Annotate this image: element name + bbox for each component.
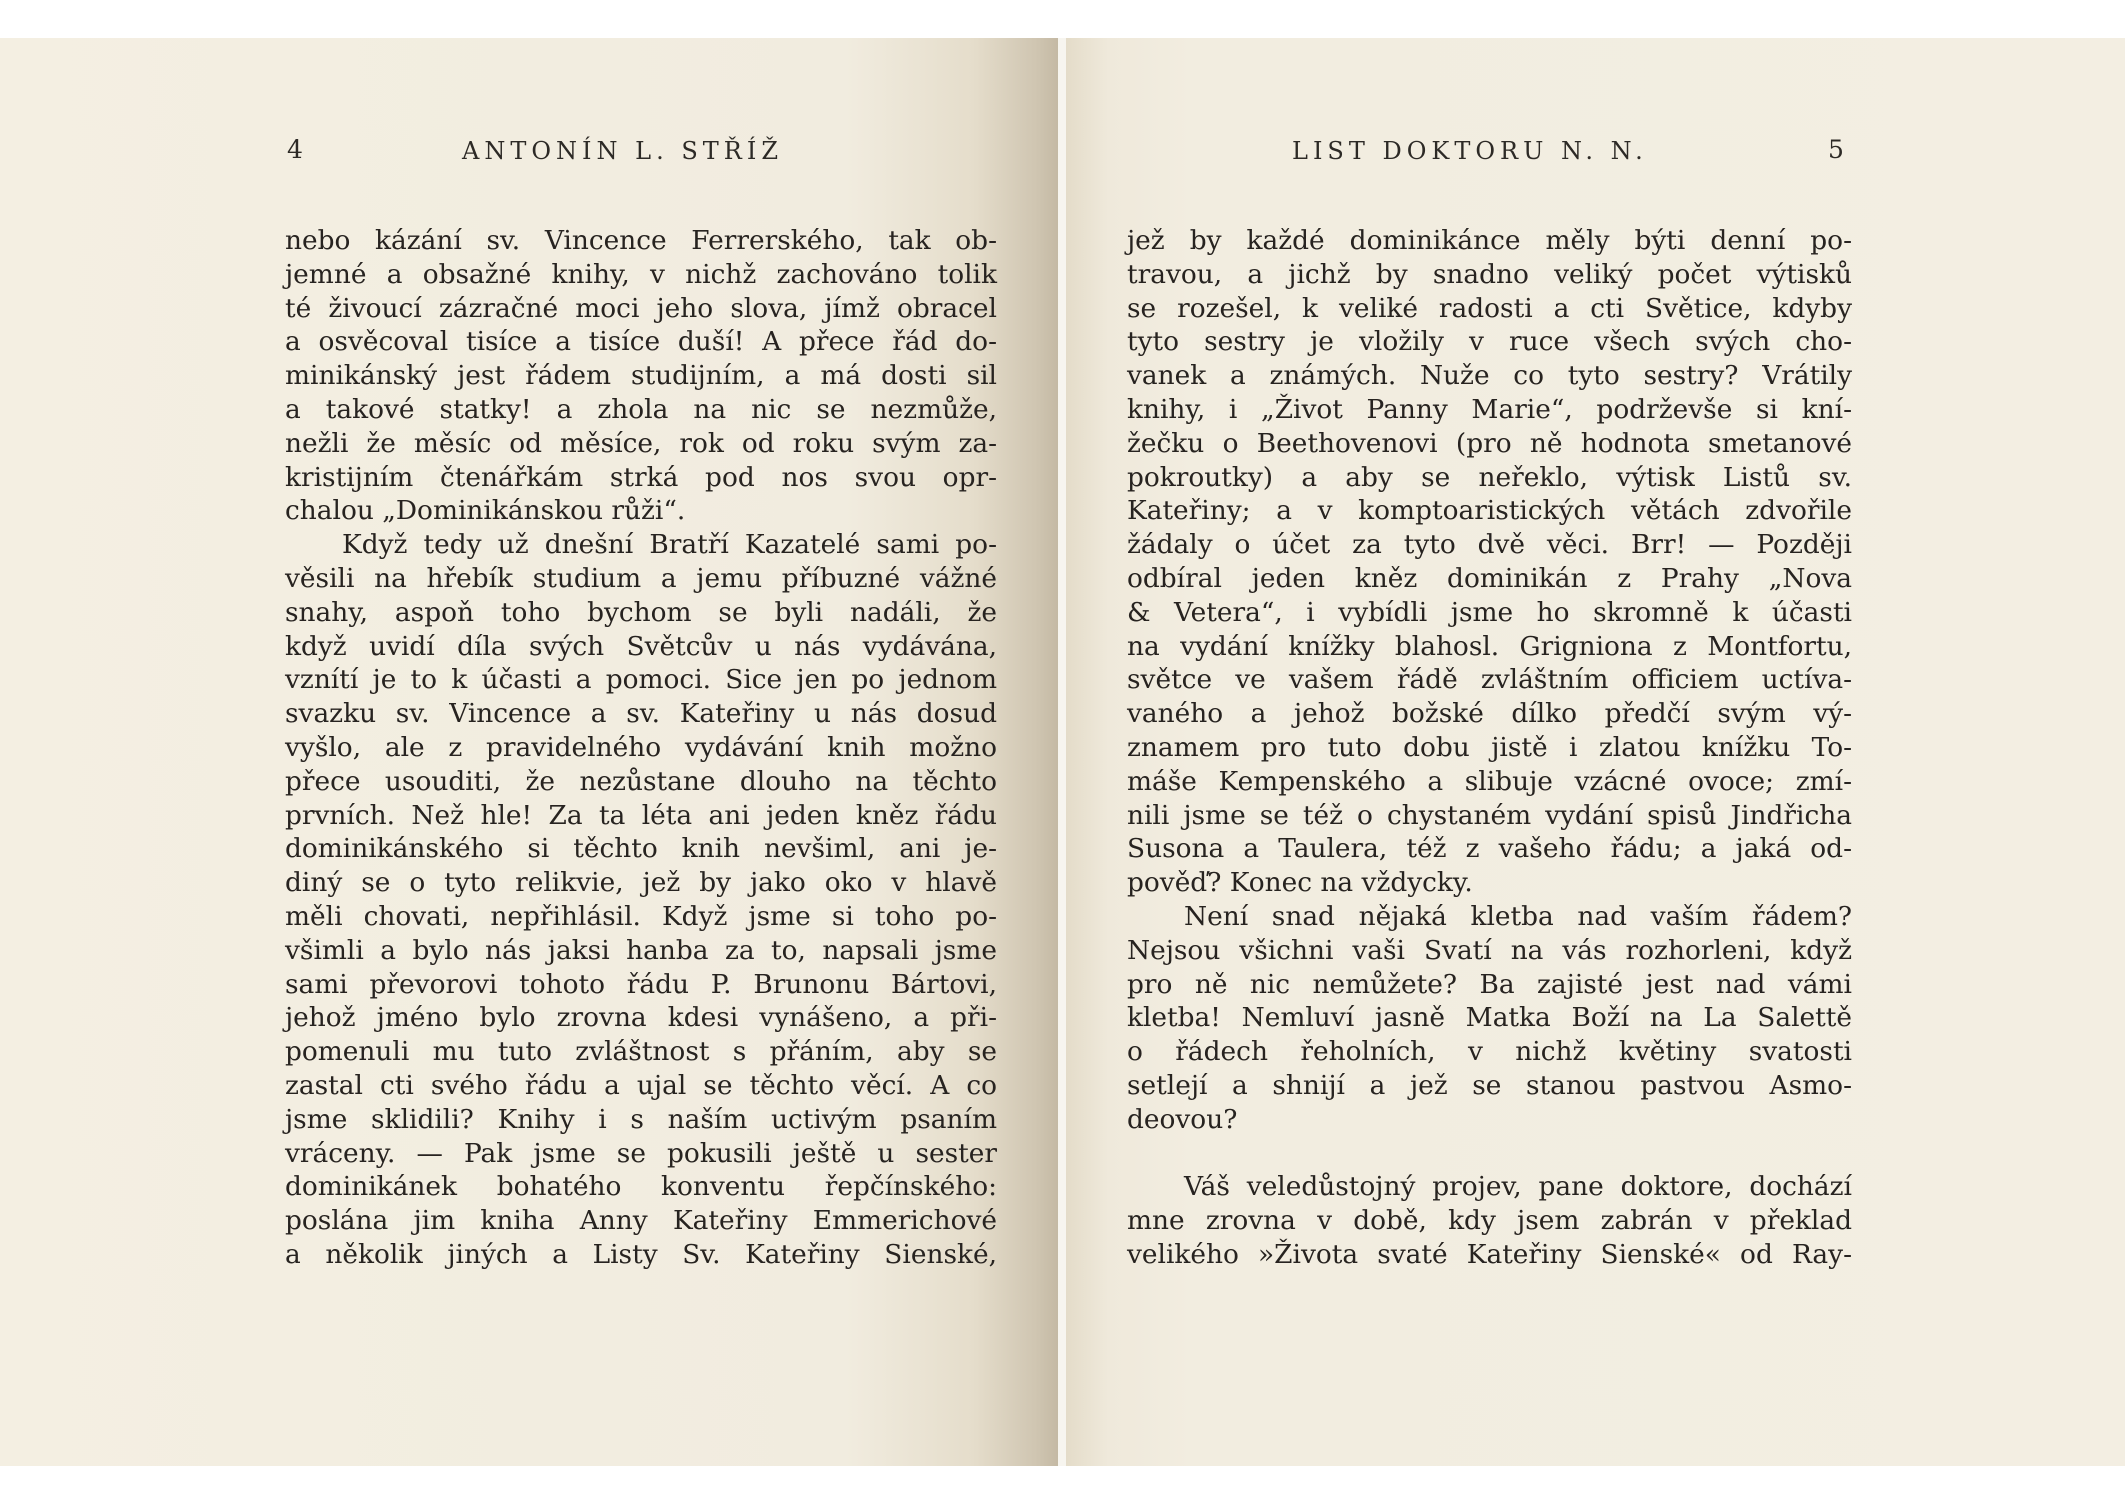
text-line: setlejí a shnijí a jež se stanou pastvou Asmo- bbox=[1127, 1069, 1852, 1101]
text-line: měli chovati, nepřihlásil. Když jsme si toho po- bbox=[285, 900, 997, 932]
text-line: pro ně nic nemůžete? Ba zajisté jest nad vámi bbox=[1127, 968, 1852, 1000]
text-line: vznítí je to k účasti a pomoci. Sice jen po jednom bbox=[285, 664, 997, 696]
text-line: Susona a Taulera, též z vašeho řádu; a jaká od- bbox=[1127, 833, 1852, 865]
running-head: ANTONÍN L. STŘÍŽ bbox=[462, 137, 783, 165]
text-line: žečku o Beethovenovi (pro ně hodnota smetanové bbox=[1127, 427, 1852, 459]
text-line: nili jsme se též o chystaném vydání spisů Jindřicha bbox=[1127, 799, 1852, 831]
text-line: světce ve vašem řádě zvláštním officiem uctíva- bbox=[1127, 664, 1852, 696]
text-line: odbíral jeden kněz dominikán z Prahy „Nova bbox=[1127, 562, 1852, 594]
text-line: chalou „Dominikánskou růži“. bbox=[285, 495, 686, 527]
text-line: mne zrovna v době, kdy jsem zabrán v překlad bbox=[1127, 1205, 1852, 1237]
text-line: nežli že měsíc od měsíce, rok od roku svým za- bbox=[285, 427, 997, 459]
text-line: jehož jméno bylo zrovna kdesi vynášeno, a při- bbox=[285, 1002, 997, 1034]
text-line: Váš veledůstojný projev, pane doktore, dochází bbox=[1184, 1171, 1852, 1203]
text-line: jsme sklidili? Knihy i s naším uctivým psaním bbox=[285, 1103, 997, 1135]
text-line: Není snad nějaká kletba nad vaším řádem? bbox=[1184, 900, 1852, 932]
text-line: o řádech řeholních, v nichž květiny svatosti bbox=[1127, 1036, 1852, 1068]
running-head: LIST DOKTORU N. N. bbox=[1292, 137, 1648, 165]
text-line: a několik jiných a Listy Sv. Kateřiny Sienské, bbox=[285, 1238, 997, 1270]
text-line: Když tedy už dnešní Bratří Kazatelé sami po- bbox=[342, 529, 997, 561]
text-line: snahy, aspoň toho bychom se byli nadáli, že bbox=[285, 596, 997, 628]
text-line: Kateřiny; a v komptoaristických větách zdvořile bbox=[1127, 495, 1852, 527]
text-line: pokroutky) a aby se neřeklo, výtisk Listů sv. bbox=[1127, 461, 1852, 493]
text-line: vanek a známých. Nuže co tyto sestry? Vrátily bbox=[1127, 360, 1852, 392]
text-line: pověď? Konec na vždycky. bbox=[1127, 867, 1473, 899]
text-line: jež by každé dominikánce měly býti denní po- bbox=[1127, 225, 1852, 256]
text-line: kletba! Nemluví jasně Matka Boží na La Salettě bbox=[1127, 1002, 1852, 1034]
text-line: znamem pro tuto dobu jistě i zlatou knížku To- bbox=[1127, 731, 1852, 763]
text-line: dominikánského si těchto knih nevšiml, ani je- bbox=[285, 833, 997, 865]
paragraph-gap bbox=[1127, 1137, 1852, 1171]
page-number: 5 bbox=[1828, 135, 1844, 164]
text-line: máše Kempenského a slibuje vzácné ovoce; zmí- bbox=[1127, 765, 1852, 797]
text-line: dominikánek bohatého konventu řepčínského: bbox=[285, 1171, 997, 1203]
text-line: a takové statky! a zhola na nic se nezmůže, bbox=[285, 393, 997, 425]
text-line: na vydání knížky blahosl. Grigniona z Montfortu, bbox=[1127, 630, 1852, 662]
text-line: vráceny. — Pak jsme se pokusili ještě u sester bbox=[285, 1137, 997, 1169]
body-text bbox=[285, 224, 997, 1272]
text-line: se rozešel, k veliké radosti a cti Světice, kdyby bbox=[1127, 292, 1852, 324]
text-line: všimli a bylo nás jaksi hanba za to, napsali jsme bbox=[285, 934, 997, 966]
text-line: knihy, i „Život Panny Marie“, podrževše si kní- bbox=[1127, 393, 1852, 425]
text-line: travou, a jichž by snadno veliký počet výtisků bbox=[1127, 258, 1852, 290]
text-line: žádaly o účet za tyto dvě věci. Brr! — Později bbox=[1127, 529, 1852, 561]
text-line: prvních. Než hle! Za ta léta ani jeden kněz řádu bbox=[285, 799, 997, 831]
text-line: věsili na hřebík studium a jemu příbuzné vážné bbox=[285, 562, 997, 594]
text-line: zastal cti svého řádu a ujal se těchto věcí. A co bbox=[285, 1069, 997, 1101]
text-line: přece usouditi, že nezůstane dlouho na těchto bbox=[285, 765, 997, 797]
right-page bbox=[1066, 38, 2125, 1466]
page-number: 4 bbox=[287, 135, 303, 164]
text-line: tyto sestry je vložily v ruce všech svých cho- bbox=[1127, 326, 1852, 358]
text-line: vyšlo, ale z pravidelného vydávání knih možno bbox=[285, 731, 997, 763]
text-line: svazku sv. Vincence a sv. Kateřiny u nás dosud bbox=[285, 698, 997, 730]
text-line: jemné a obsažné knihy, v nichž zachováno tolik bbox=[285, 258, 997, 290]
text-line: velikého »Života svaté Kateřiny Sienské« od Ray- bbox=[1127, 1238, 1852, 1270]
text-line: kristijním čtenářkám strká pod nos svou opr- bbox=[285, 461, 997, 493]
text-line: deovou? bbox=[1127, 1103, 1238, 1135]
text-line: minikánský jest řádem studijním, a má dosti sil bbox=[285, 360, 997, 392]
left-page bbox=[0, 38, 1058, 1466]
text-line: vaného a jehož božské dílko předčí svým vý- bbox=[1127, 698, 1852, 730]
text-line: pomenuli mu tuto zvláštnost s přáním, aby se bbox=[285, 1036, 997, 1068]
book-gutter bbox=[1058, 38, 1066, 1466]
text-line: sami převorovi tohoto řádu P. Brunonu Bártovi, bbox=[285, 968, 997, 1000]
text-line: té živoucí zázračné moci jeho slova, jímž obracel bbox=[285, 292, 997, 324]
text-line: poslána jim kniha Anny Kateřiny Emmerichové bbox=[285, 1205, 997, 1237]
body-text bbox=[1127, 224, 1852, 1272]
text-line: diný se o tyto relikvie, jež by jako oko v hlavě bbox=[285, 867, 997, 899]
text-line: nebo kázání sv. Vincence Ferrerského, tak ob- bbox=[285, 225, 997, 256]
text-line: Nejsou všichni vaši Svatí na vás rozhorleni, když bbox=[1127, 934, 1852, 966]
text-line: když uvidí díla svých Světcův u nás vydávána, bbox=[285, 630, 997, 662]
text-line: a osvěcoval tisíce a tisíce duší! A přece řád do- bbox=[285, 326, 997, 358]
text-line: & Vetera“, i vybídli jsme ho skromně k účasti bbox=[1127, 596, 1852, 628]
